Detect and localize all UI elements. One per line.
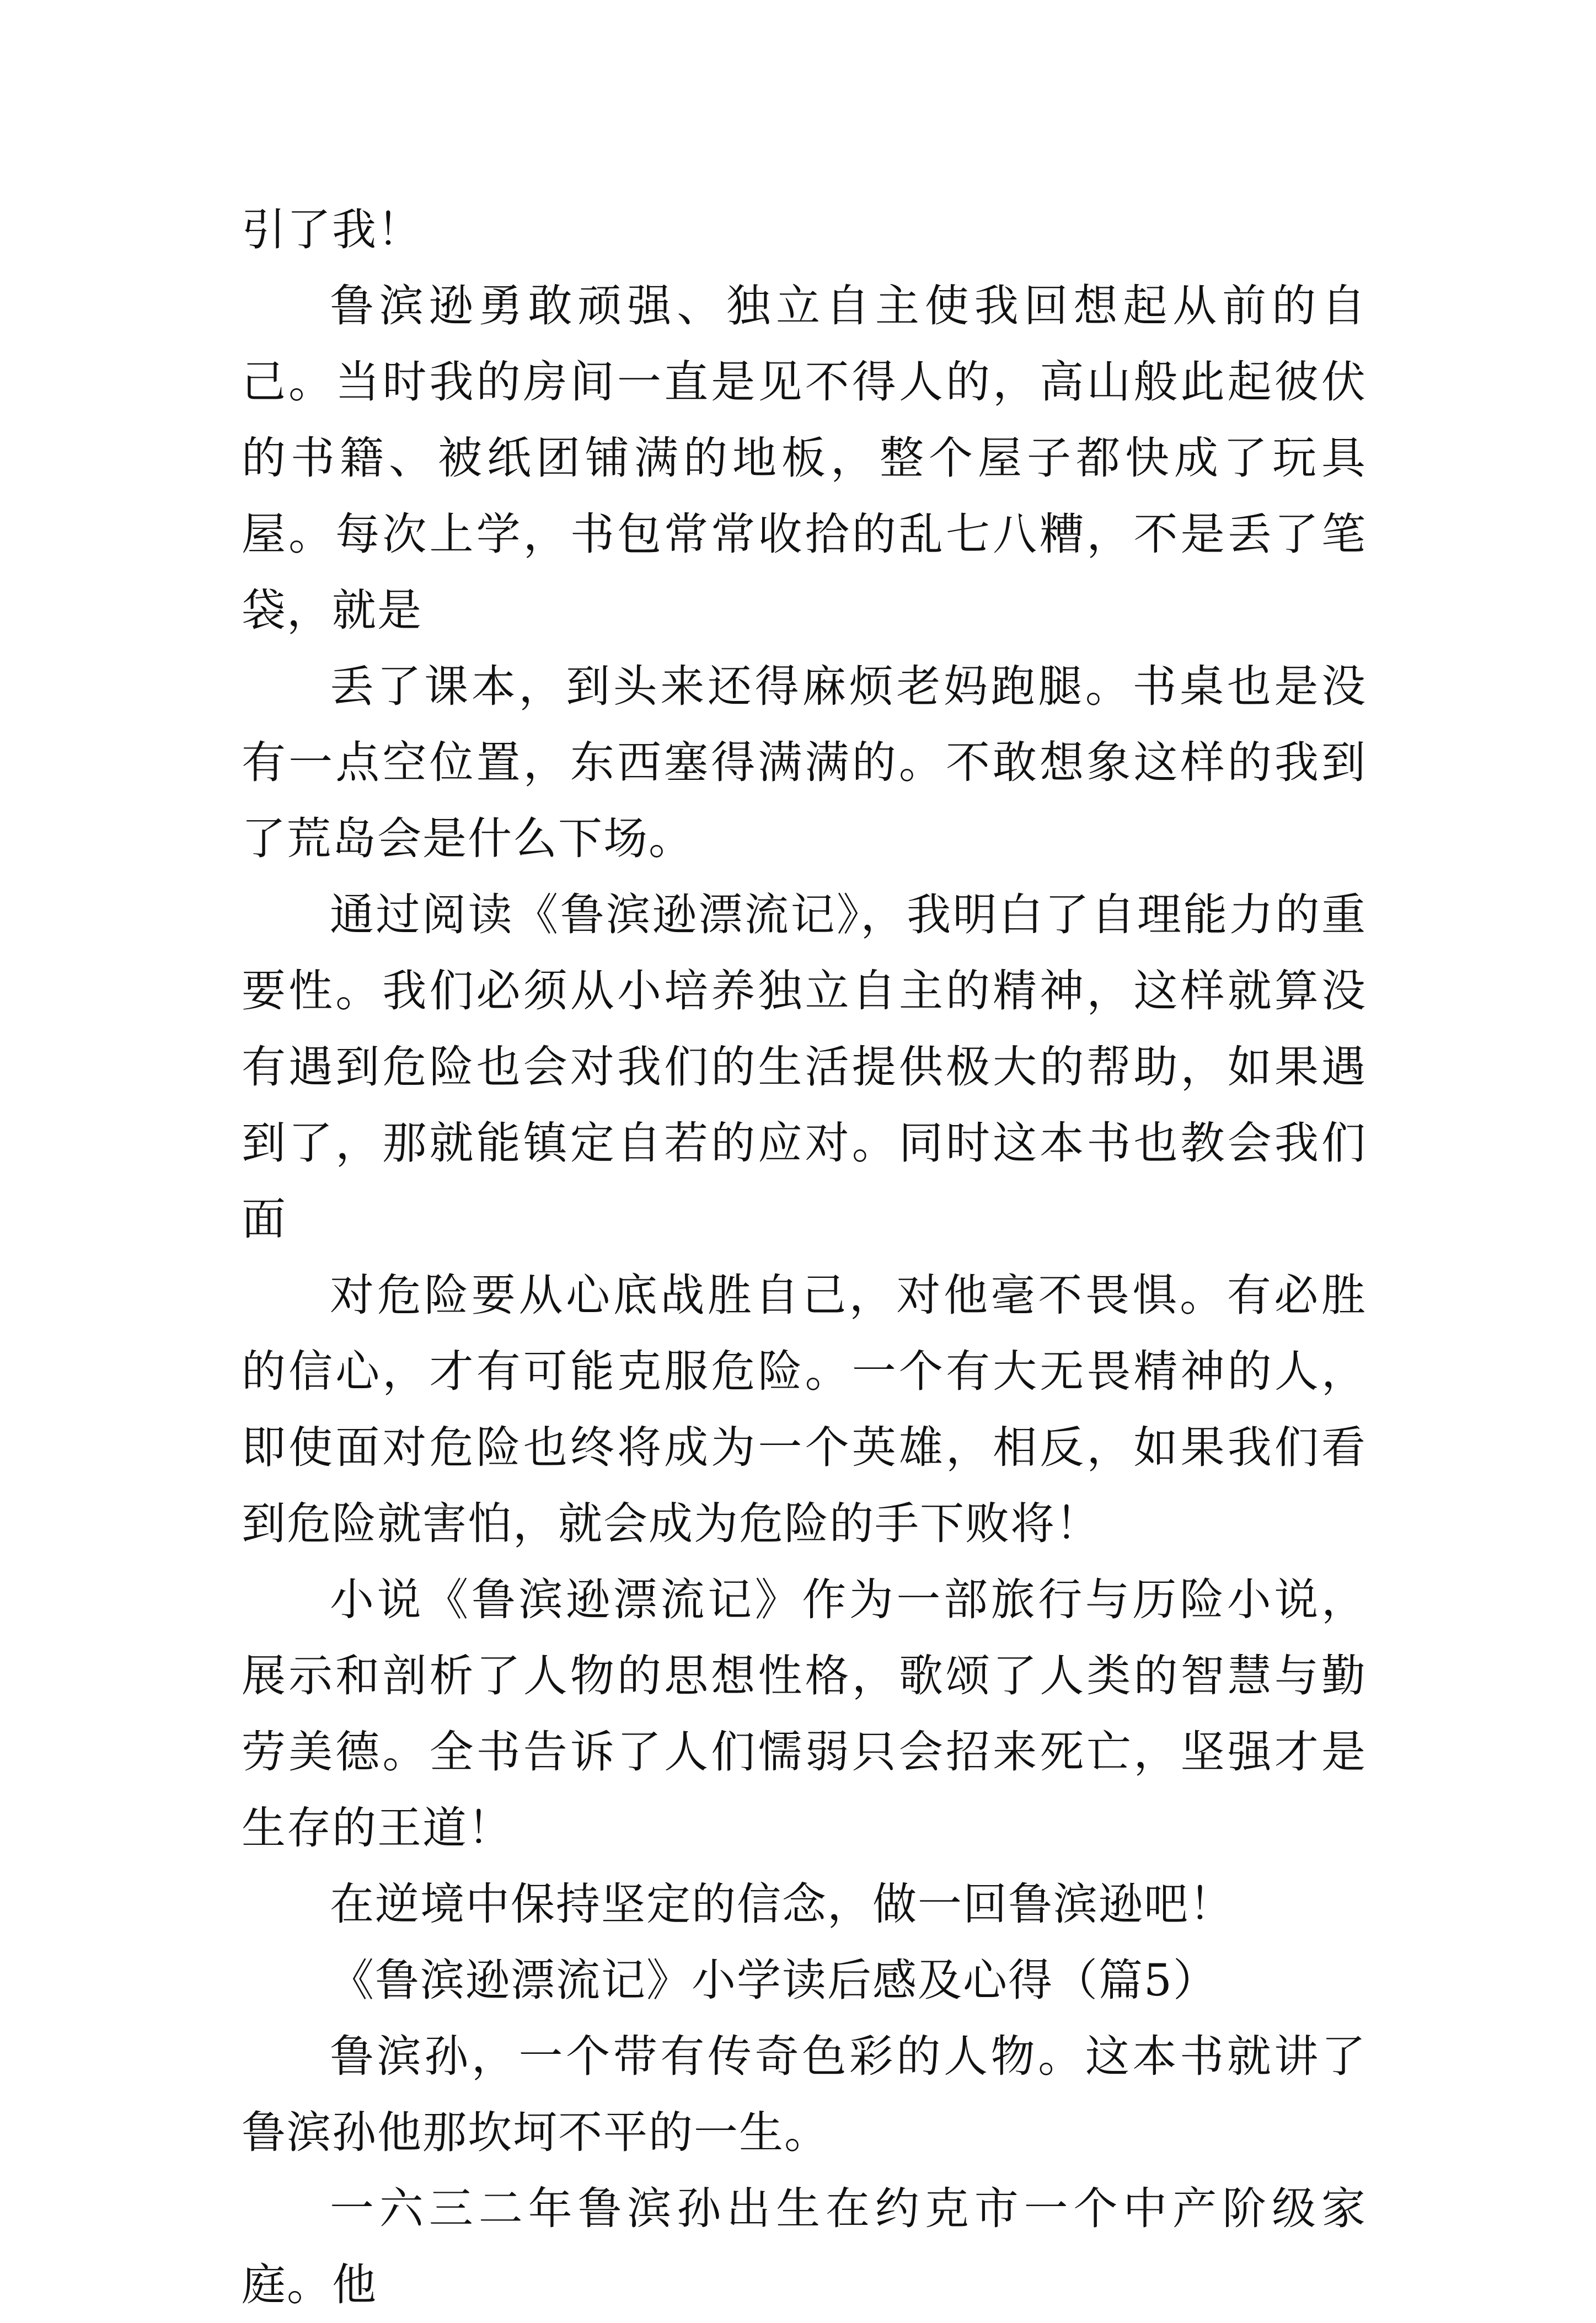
paragraph-continuation: 引了我！ — [242, 204, 422, 255]
paragraph: 鲁滨逊勇敢顽强、独立自主使我回想起从前的自己。当时我的房间一直是见不得人的，高山般此起彼伏的书籍、被纸团铺满的地板，整个屋子都快成了玩具屋。每次上学，书包常常收拾的乱七八糟，不是丢了笔袋，就是 — [242, 280, 1367, 636]
document-body — [242, 192, 1367, 2323]
paragraph: 对危险要从心底战胜自己，对他毫不畏惧。有必胜的信心，才有可能克服危险。一个有大无畏精神的人，即使面对危险也终将成为一个英雄，相反，如果我们看到危险就害怕，就会成为危险的手下败将！ — [242, 1270, 1367, 1549]
paragraph: 通过阅读《鲁滨逊漂流记》，我明白了自理能力的重要性。我们必须从小培养独立自主的精神，这样就算没有遇到危险也会对我们的生活提供极大的帮助，如果遇到了，那就能镇定自若的应对。同时这本书也教会我们面 — [242, 889, 1367, 1245]
paragraph: 鲁滨孙，一个带有传奇色彩的人物。这本书就讲了鲁滨孙他那坎坷不平的一生。 — [242, 2031, 1367, 2158]
section-heading: 《鲁滨逊漂流记》小学读后感及心得（篇5） — [330, 1955, 1218, 2006]
paragraph: 小说《鲁滨逊漂流记》作为一部旅行与历险小说，展示和剖析了人物的思想性格，歌颂了人类的智慧与勤劳美德。全书告诉了人们懦弱只会招来死亡，坚强才是生存的王道！ — [242, 1574, 1367, 1854]
paragraph: 丢了课本，到头来还得麻烦老妈跑腿。书桌也是没有一点空位置，东西塞得满满的。不敢想象这样的我到了荒岛会是什么下场。 — [242, 661, 1367, 864]
paragraph: 一六三二年鲁滨孙出生在约克市一个中产阶级家庭。他 — [242, 2183, 1367, 2310]
paragraph: 在逆境中保持坚定的信念，做一回鲁滨逊吧！ — [330, 1878, 1234, 1930]
